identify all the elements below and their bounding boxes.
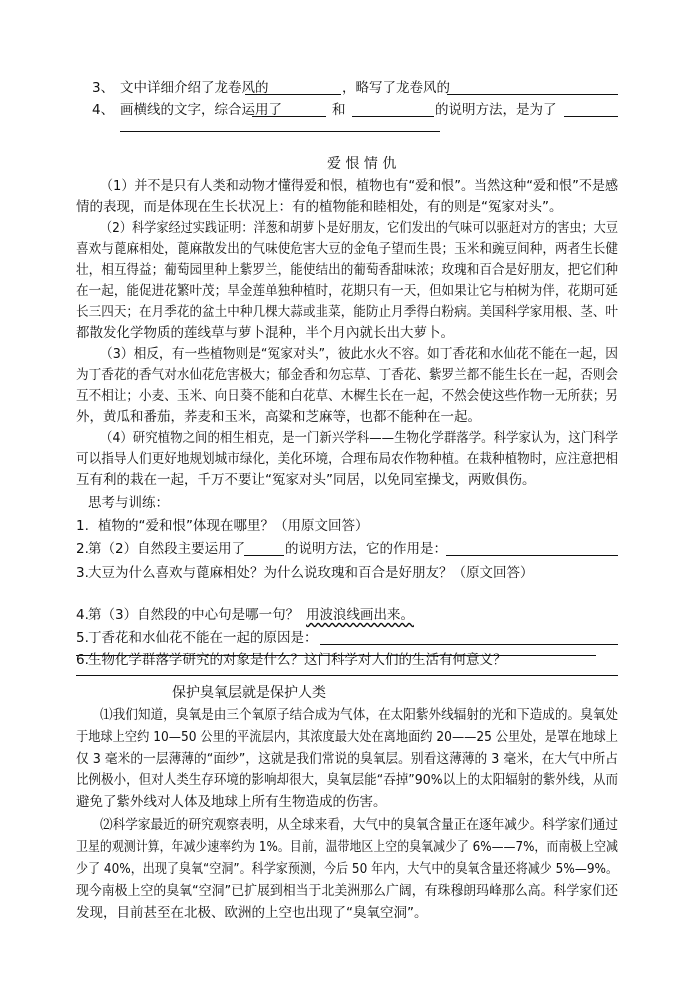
- paragraph-line: 情的表现，而是体现在生长状况上：有的植物能和睦相处，有的则是“冤家对头”。: [76, 199, 563, 215]
- question-number: 4.: [76, 607, 89, 623]
- paragraph-line: （2）科学家经过实践证明：洋葱和胡萝卜是好朋友，它们发出的气味可以驱赶对方的害虫；大豆: [100, 220, 618, 236]
- paragraph-line: 卫星的观测计算，年减少速率约为 1%。目前，温带地区上空的臭氧减少了 6%——7%，而南极上空减: [76, 839, 618, 855]
- question-text: 的说明方法，是为了: [435, 102, 557, 118]
- paragraph-line: 在一起，能促进花繁叶茂；旱金莲单独种植时，花期只有一天，但如果让它与柏树为伴，花期可延: [76, 283, 619, 299]
- answer-blank[interactable]: [446, 555, 618, 556]
- question-number: 5.: [76, 630, 89, 646]
- question-number: 4、: [92, 102, 115, 118]
- paragraph-line: ⑵科学家最近的研究观察表明，从全球来看，大气中的臭氧含量正在逐年减少。科学家们通过: [100, 817, 619, 833]
- paragraph-line: 于地球上空约 10—50 公里的平流层内，其浓度最大处在离地面约 20——25 公里处，是罩在地球上: [76, 729, 618, 745]
- question-number: 1.: [76, 518, 89, 534]
- paragraph-line: 可以指导人们更好地规划城市绿化，美化环境，合理布局农作物种植。在栽种植物时，应注意把相: [76, 451, 619, 467]
- question-number: 3.: [76, 565, 89, 581]
- question-text: 第（3）自然段的中心句是哪一句？: [88, 607, 300, 623]
- paragraph-line: 互有利的栽在一起，千万不要让“冤家对头”同居，以免同室操戈，两败俱伤。: [76, 472, 536, 488]
- answer-blank[interactable]: [245, 94, 341, 95]
- answer-blank[interactable]: [352, 116, 434, 117]
- paragraph-line: （1）并不是只有人类和动物才懂得爱和恨，植物也有“爱和恨”。当然这种“爱和恨”不是感: [100, 178, 619, 194]
- question-text: 丁香花和水仙花不能在一起的原因是：: [88, 630, 318, 646]
- answer-blank[interactable]: [252, 116, 326, 117]
- paragraph-line: （4）研究植物之间的相生相克，是一门新兴学科——生物化学群落学。科学家认为，这门科学: [100, 430, 619, 446]
- question-text: 的说明方法，它的作用是：: [285, 541, 447, 557]
- answer-blank[interactable]: [120, 131, 440, 132]
- question-text: 和: [332, 102, 346, 118]
- paragraph-line: 避免了紫外线对人体及地球上所有生物造成的伤害。: [76, 794, 387, 810]
- question-text: 大豆为什么喜欢与蓖麻相处？为什么说玫瑰和百合是好朋友？（原文回答）: [88, 565, 534, 581]
- question-text: 第（2）自然段主要运用了: [88, 541, 246, 557]
- question-text: 画横线的文字，综合运用了: [120, 102, 282, 118]
- paragraph-line: 为丁香花的香气对水仙花危害极大；郁金香和勿忘草、丁香花、紫罗兰都不能生长在一起，否则会: [76, 367, 619, 383]
- paragraph-line: 都散发化学物质的莲线草与萝卜混种，半个月內就长出大萝卜。: [76, 325, 454, 341]
- paragraph-line: 壮，相互得益；葡萄园里种上紫罗兰，能使结出的葡萄香甜味浓；玫瑰和百合是好朋友，把它们种: [76, 262, 619, 278]
- answer-blank[interactable]: [447, 94, 618, 95]
- question-number: 2.: [76, 541, 89, 557]
- article-title: 保护臭氧层就是保护人类: [172, 685, 326, 701]
- question-number: 6.: [76, 652, 89, 668]
- answer-blank[interactable]: [244, 555, 284, 556]
- paragraph-line: 外，黄瓜和番茄，荞麦和玉米，高粱和芝麻等，也都不能种在一起。: [76, 409, 481, 425]
- paragraph-line: 仅 3 毫米的一层薄薄的“面纱”，这就是我们常说的臭氧层。别看这薄薄的 3 毫米，在大气中所占: [76, 751, 619, 767]
- paragraph-line: 长三四天；在月季花的盆土中种几棵大蒜或韭菜，能防止月季得白粉病。美国科学家用根、茎、叶: [76, 304, 619, 320]
- paragraph-line: 喜欢与蓖麻相处，蓖麻散发出的气味使危害大豆的金龟子望而生畏；玉米和豌豆间种，两者生长健: [76, 241, 619, 257]
- question-text: 文中详细介绍了龙卷风的: [120, 80, 269, 96]
- answer-blank[interactable]: [564, 116, 618, 117]
- paragraph-line: 发现，目前甚至在北极、欧洲的上空也出现了“臭氧空洞”。: [76, 905, 428, 921]
- exercise-heading: 思考与训练：: [88, 495, 169, 511]
- answer-line[interactable]: [76, 655, 596, 656]
- question-text: ，略写了龙卷风的: [342, 80, 450, 96]
- paragraph-line: 互不相让；小麦、玉米、向日葵不能和白花草、木樨生长在一起，不然会使这些作物一无所获；另: [76, 388, 619, 404]
- question-text: 生物化学群落学研究的对象是什么？这门科学对人们的生活有何意义？: [88, 652, 507, 668]
- paragraph-line: 少了 40%，出现了臭氧“空洞”。科学家预测，今后 50 年内，大气中的臭氧含量还将减少 5%—9%。: [76, 861, 619, 877]
- paragraph-line: ⑴我们知道，臭氧是由三个氧原子结合成为气体，在太阳紫外线辐射的光和下造成的。臭氧处: [100, 707, 619, 723]
- question-number: 3、: [92, 80, 115, 96]
- article-title: 爱 恨 情 仇: [327, 156, 397, 172]
- question-text: 用波浪线画出来。: [306, 607, 414, 623]
- answer-line[interactable]: [76, 675, 618, 676]
- paragraph-line: 现今南极上空的臭氧“空洞”已扩展到相当于北美洲那么广阔，有珠穆朗玛峰那么高。科学家们还: [76, 883, 619, 899]
- paragraph-line: （3）相反，有一些植物则是“冤家对头”，彼此水火不容。如丁香花和水仙花不能在一起，因: [100, 346, 619, 362]
- question-text: 植物的“爱和恨”体现在哪里？（用原文回答）: [98, 518, 369, 534]
- paragraph-line: 比例极小，但对人类生存环境的影响却很大，臭氧层能“吞掉”90%以上的太阳辐射的紫外线，从而: [76, 772, 619, 788]
- answer-blank[interactable]: [320, 644, 618, 645]
